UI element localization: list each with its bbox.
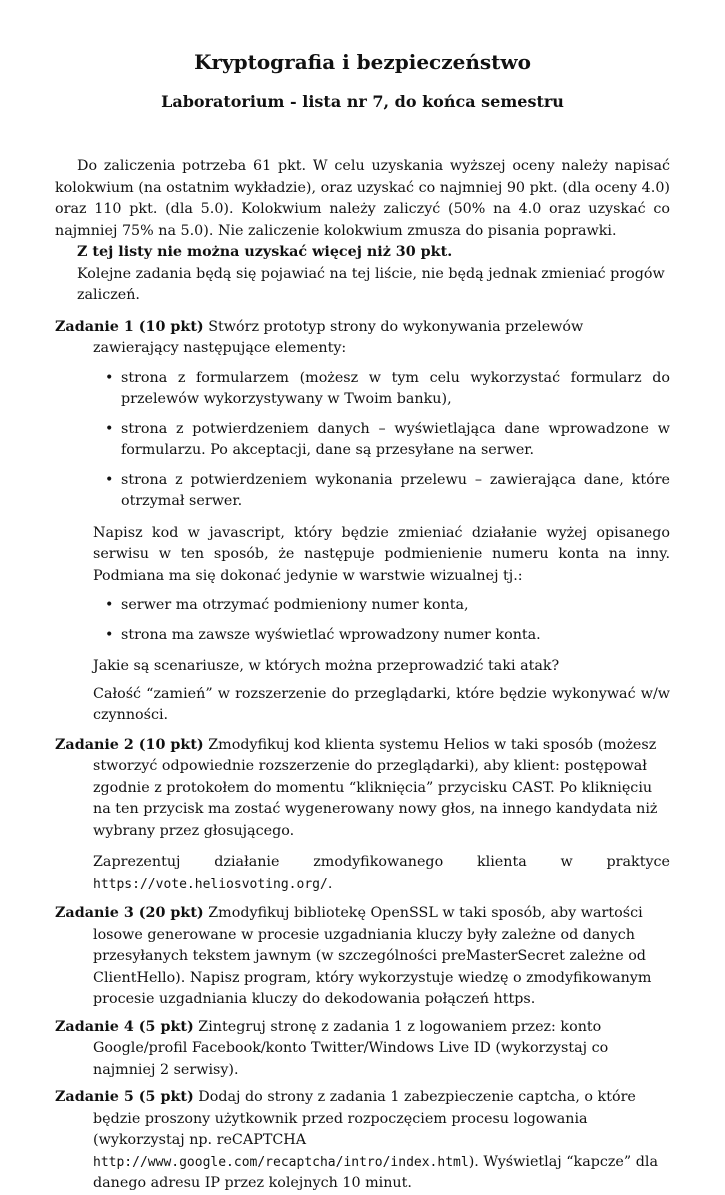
task-4-heading: Zadanie 4 (5 pkt) [55,1018,194,1035]
task-3-heading: Zadanie 3 (20 pkt) [55,905,204,921]
document-title: Kryptografia i bezpieczeństwo [194,50,531,74]
task-1-paragraph-3: Jakie są scenariusze, w których można przeprowadzić taki atak? [93,658,560,674]
helios-url-link[interactable]: https://vote.heliosvoting.org/ [93,876,328,892]
task-5-text: Dodaj do strony z zadania 1 zabezpieczenie captcha, o które będzie proszony użytkownik przed rozpoczęciem procesu logowania (wykorzystaj np. reCAPTCHA [93,1089,636,1148]
task-5 [55,1087,670,1195]
intro-bold-note: Z tej listy nie można uzyskać więcej niż 30 pkt. [77,244,453,260]
task-1-bullet-list [55,368,670,513]
task-1-heading: Zadanie 1 (10 pkt) [55,318,204,335]
intro-note: Kolejne zadania będą się pojawiać na tej liście, nie będą jednak zmieniać progów zaliczeń. [77,265,665,303]
task-4 [55,1017,670,1082]
task-2-paragraph-2 [55,852,670,895]
task-2-text: Zmodyfikuj kod klienta systemu Helios w taki sposób (możesz stworzyć odpowiednie rozszerzenie do przeglądarki), aby klient: postępował zgodnie z protokołem do momentu “kliknięcia” przycisku CAST. Po kliknięciu na ten przycisk ma zostać wygenerowany nowy głos, na innego kandydata niż wybrany przez głosującego. [93,736,658,839]
list-item: • strona z potwierdzeniem danych – wyświetlająca dane wprowadzone w formularzu. Po akceptacji, dane są przesyłane na serwer. [105,419,670,462]
recaptcha-url-link[interactable]: http://www.google.com/recaptcha/intro/index.html [93,1154,469,1170]
task-1 [55,317,670,360]
task-2-paragraph-2-suffix: . [327,875,333,892]
list-item: • strona z formularzem (możesz w tym celu wykorzystać formularz do przelewów wykorzystywany w Twoim banku), [105,368,670,411]
task-1-text: Stwórz prototyp strony do wykonywania przelewów zawierający następujące elementy: [93,318,584,356]
task-2-paragraph-2-text: Zaprezentuj działanie zmodyfikowanego klienta w praktyce [93,854,670,870]
task-1-paragraph-4: Całość “zamień” w rozszerzenie do przeglądarki, które będzie wykonywać w/w czynności. [93,685,670,723]
task-2 [55,735,670,843]
task-2-heading: Zadanie 2 (10 pkt) [55,736,204,753]
list-item: • serwer ma otrzymać podmieniony numer konta, [105,595,670,617]
task-3-text: Zmodyfikuj bibliotekę OpenSSL w taki sposób, aby wartości losowe generowane w procesie uzgadniania kluczy były zależne od danych przesyłanych tekstem jawnym (w szczególności preMasterSecret zależne od ClientHello). Napisz program, który wykorzystuje wiedzę o zmodyfikowanym procesie uzgadniania kluczy do dekodowania połączeń https. [93,905,652,1007]
task-1-paragraph-2: Napisz kod w javascript, który będzie zmieniać działanie wyżej opisanego serwisu w ten sposób, że następuje podmienienie numeru konta na inny. Podmiana ma się dokonać jedynie w warstwie wizualnej tj.: [93,524,670,584]
task-5-text-suffix: ). Wyświetlaj “kapcze” dla danego adresu IP przez kolejnych 10 minut. [93,1153,658,1191]
document-subtitle: Laboratorium - lista nr 7, do końca semestru [161,92,564,111]
task-4-text: Zintegruj stronę z zadania 1 z logowaniem przez: konto Google/profil Facebook/konto Twitter/Windows Live ID (wykorzystaj co najmniej 2 serwisy). [93,1018,609,1078]
task-3 [55,903,670,1011]
intro-paragraph: Do zaliczenia potrzeba 61 pkt. W celu uzyskania wyższej oceny należy napisać kolokwium (na ostatnim wykładzie), oraz uzyskać co najmniej 90 pkt. (dla oceny 4.0) oraz 110 pkt. (dla 5.0). Kolokwium należy zaliczyć (50% na 4.0 oraz uzyskać co najmniej 75% na 5.0). Nie zaliczenie kolokwium zmusza do pisania poprawki. [55,158,670,239]
task-1-bullet-list-2 [55,595,670,646]
task-5-heading: Zadanie 5 (5 pkt) [55,1089,194,1105]
list-item: • strona z potwierdzeniem wykonania przelewu – zawierająca dane, które otrzymał serwer. [105,470,670,513]
list-item: • strona ma zawsze wyświetlać wprowadzony numer konta. [105,625,670,647]
